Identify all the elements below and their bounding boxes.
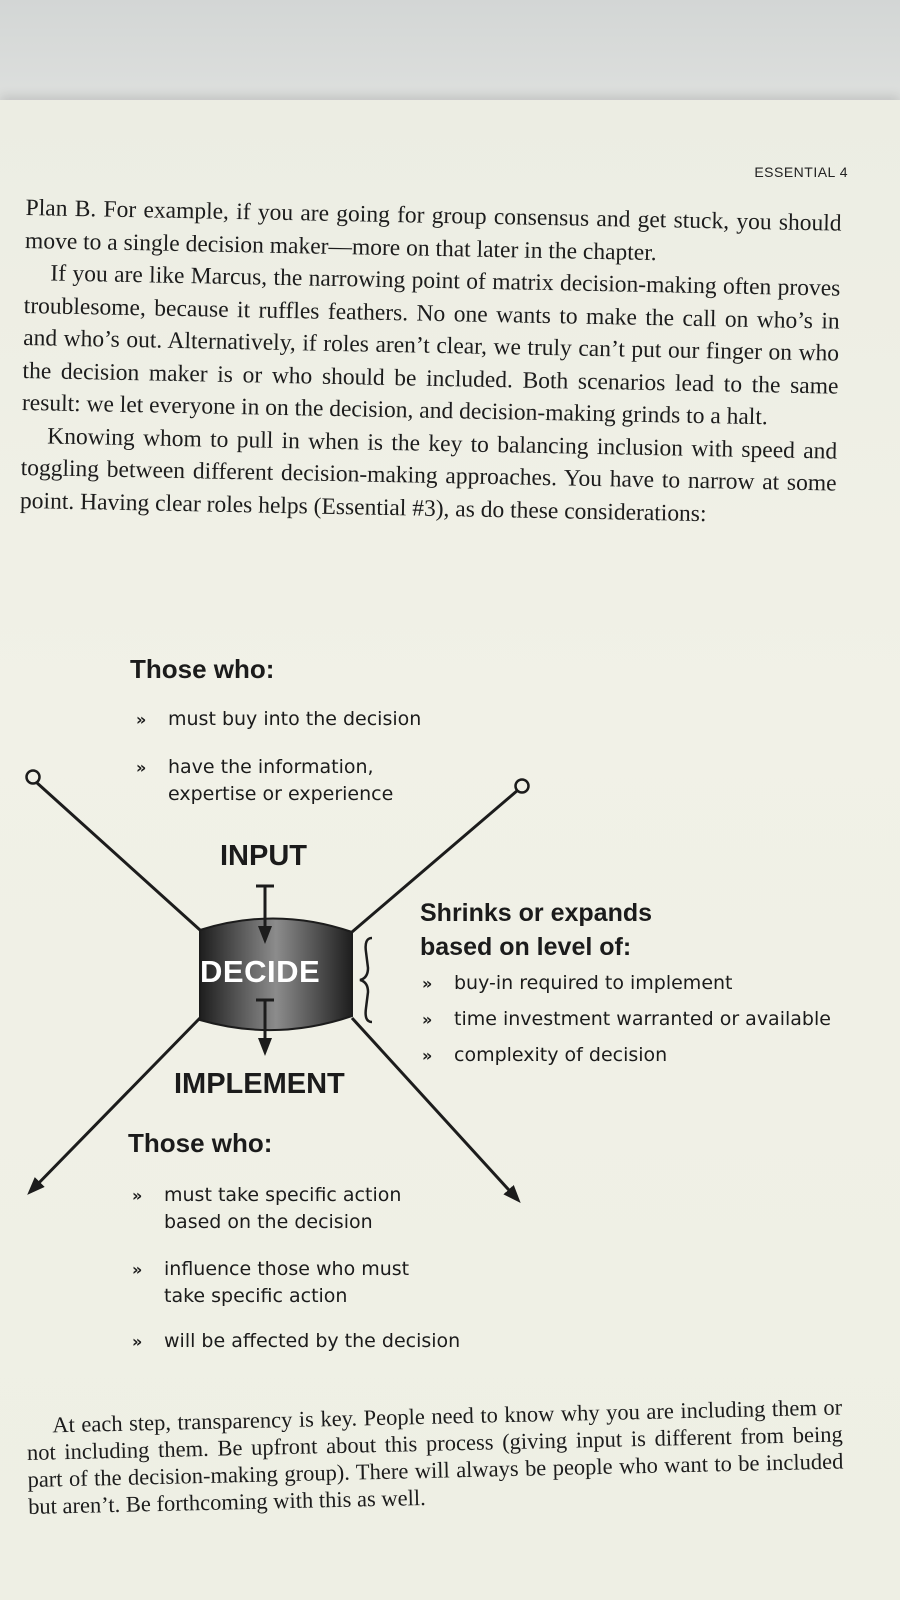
brace-icon — [360, 938, 372, 1022]
bullet-chevron-icon: » — [132, 1186, 143, 1205]
body-text-bottom — [26, 1393, 844, 1519]
bullet-chevron-icon: » — [136, 758, 147, 777]
bullet-chevron-icon: » — [136, 710, 147, 729]
funnel-line-lower-left — [30, 1018, 200, 1192]
bullet-chevron-icon: » — [422, 1010, 433, 1029]
bullet-chevron-icon: » — [422, 974, 433, 993]
bullet-chevron-icon: » — [422, 1046, 433, 1065]
decide-label: DECIDE — [200, 954, 321, 989]
implement-item: » must take specific action based on the decision — [132, 1184, 402, 1233]
paragraph: If you are like Marcus, the narrowing point of matrix decision-making often proves troublesome, because it ruffles feathers. No one wants to make the call on who’s in and who’s out. Alternatively, if roles aren’t clear, we truly can’t put our finger on who the decision maker is or who should be included. Both scenarios lead to the same result: we let everyone in on the decision, and decision-making grinds to a halt. — [21, 260, 841, 431]
implement-item: » influence those who must take specific action — [132, 1258, 410, 1307]
input-item: » have the information, expertise or experience — [136, 756, 394, 805]
endpoint-circle-right — [516, 780, 529, 793]
paragraph: Plan B. For example, if you are going for group consensus and get stuck, you should move to a single decision maker—more on that later in the chapter. — [24, 194, 842, 266]
paragraph: Knowing whom to pull in when is the key to balancing inclusion with speed and toggling between different decision-making approaches. You have to narrow at some point. Having clear roles helps (Essential #3), as do these considerations: — [19, 422, 838, 527]
bullet-chevron-icon: » — [132, 1332, 143, 1351]
endpoint-circle-left — [27, 771, 40, 784]
body-text-top — [20, 192, 842, 533]
input-item: » must buy into the decision — [136, 706, 421, 733]
input-label: INPUT — [220, 840, 307, 872]
shrinks-item: » complexity of decision — [422, 1042, 667, 1069]
shrinks-heading: Shrinks or expands based on level of: — [420, 899, 653, 961]
bullet-chevron-icon: » — [132, 1260, 143, 1279]
input-group-heading: Those who: — [130, 654, 275, 684]
shrinks-item: » time investment warranted or available — [422, 1006, 831, 1033]
implement-label: IMPLEMENT — [174, 1068, 345, 1100]
shrinks-item: » buy-in required to implement — [422, 970, 733, 997]
implement-item: » will be affected by the decision — [132, 1328, 460, 1355]
implement-group-heading: Those who: — [128, 1128, 273, 1158]
decision-funnel-diagram — [0, 640, 900, 1380]
running-head: ESSENTIAL 4 — [754, 164, 848, 180]
paragraph: At each step, transparency is key. People need to know why you are including them or not including them. Be upfront about this process (giving input is different from being part of the decision-making group). There will always be people who want to be included but aren’t. Be forthcoming with this as well. — [26, 1394, 844, 1519]
